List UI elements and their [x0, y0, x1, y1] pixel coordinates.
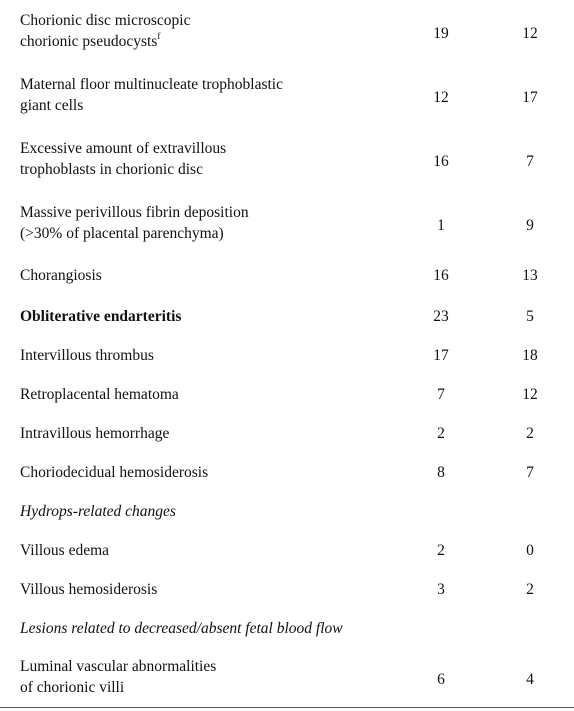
- row-label-line1: Luminal vascular abnormalities: [20, 658, 217, 675]
- row-value-col1: 8: [437, 464, 445, 481]
- row-value-col2: 7: [526, 153, 534, 170]
- row-label: [20, 10, 400, 52]
- row-value-col1: 16: [433, 267, 449, 284]
- row-value-col1: 2: [437, 542, 445, 559]
- row-label-line1: Maternal floor multinucleate trophoblastic: [20, 76, 283, 93]
- row-label-line2: trophoblasts in chorionic disc: [20, 161, 203, 178]
- footnote-marker: f: [157, 30, 161, 41]
- row-label-line1: Chorionic disc microscopic: [20, 12, 191, 29]
- row-label: [20, 74, 400, 116]
- row-label: Intervillous thrombus: [20, 347, 154, 364]
- row-value-col1: 16: [433, 153, 449, 170]
- row-value-col2: 9: [526, 217, 534, 234]
- row-value-col2: 0: [526, 542, 534, 559]
- section-heading: Lesions related to decreased/absent fetal blood flow: [20, 620, 343, 637]
- row-value-col2: 13: [522, 267, 538, 284]
- row-value-col1: 2: [437, 425, 445, 442]
- row-label: [20, 202, 400, 244]
- row-label-line2: giant cells: [20, 97, 84, 114]
- row-label-line2: (>30% of placental parenchyma): [20, 225, 224, 242]
- row-label-line1: Excessive amount of extravillous: [20, 140, 227, 157]
- row-value-col2: 4: [526, 671, 534, 688]
- row-label: Retroplacental hematoma: [20, 386, 179, 403]
- row-value-col2: 2: [526, 425, 534, 442]
- row-label-line2: of chorionic villi: [20, 679, 125, 696]
- row-value-col2: 18: [522, 347, 538, 364]
- row-label: [20, 138, 400, 180]
- section-heading: Hydrops-related changes: [20, 503, 176, 520]
- row-value-col1: 23: [433, 308, 449, 325]
- row-value-col2: 5: [526, 308, 534, 325]
- table-bottom-rule: [0, 707, 574, 708]
- row-value-col2: 7: [526, 464, 534, 481]
- row-label-line2: chorionic pseudocysts: [20, 33, 158, 50]
- row-label: Villous hemosiderosis: [20, 581, 158, 598]
- row-value-col2: 17: [522, 89, 538, 106]
- row-value-col2: 12: [522, 386, 538, 403]
- row-label: Chorangiosis: [20, 267, 102, 284]
- row-label: Intravillous hemorrhage: [20, 425, 170, 442]
- row-label: Obliterative endarteritis: [20, 308, 182, 325]
- row-value-col1: 19: [433, 25, 449, 42]
- row-value-col1: 6: [437, 671, 445, 688]
- row-label: [20, 656, 400, 698]
- row-value-col1: 1: [437, 217, 445, 234]
- row-value-col1: 12: [433, 89, 449, 106]
- row-value-col1: 7: [437, 386, 445, 403]
- row-value-col2: 2: [526, 581, 534, 598]
- row-label: Villous edema: [20, 542, 110, 559]
- row-value-col2: 12: [522, 25, 538, 42]
- row-value-col1: 3: [437, 581, 445, 598]
- row-label-line1: Massive perivillous fibrin deposition: [20, 204, 249, 221]
- row-label: Choriodecidual hemosiderosis: [20, 464, 209, 481]
- row-value-col1: 17: [433, 347, 449, 364]
